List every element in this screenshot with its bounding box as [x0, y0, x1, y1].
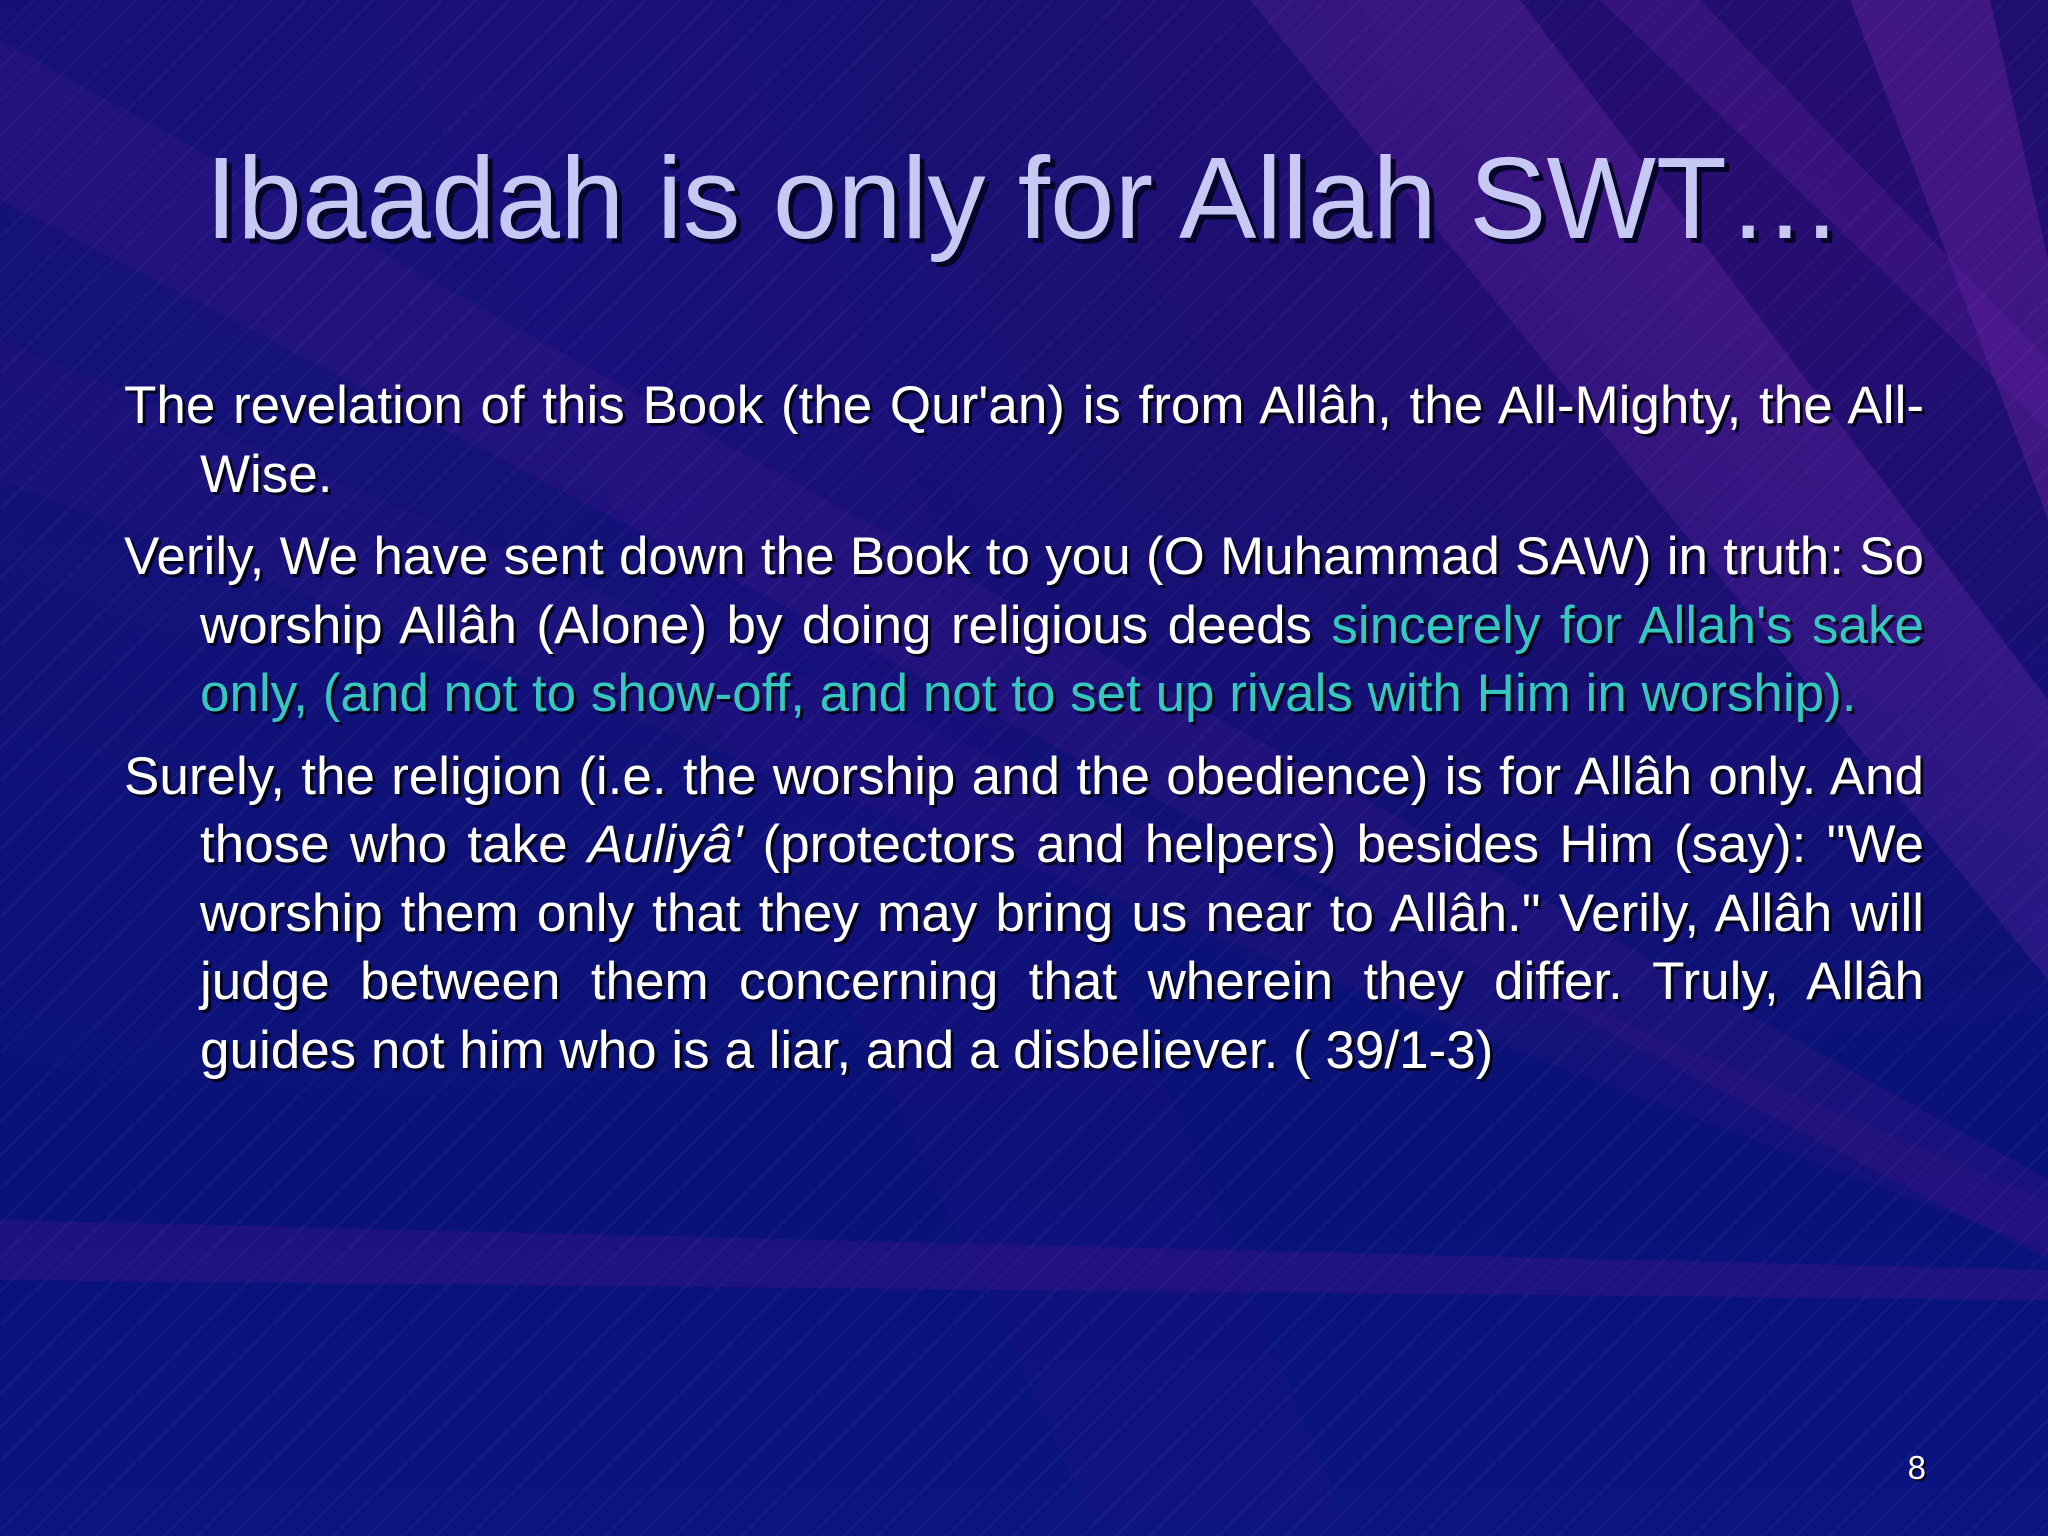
paragraph-revelation [124, 372, 1924, 509]
paragraph-text: The revelation of this Book (the Qur'an) is from Allâh, the All-Mighty, the All-Wise. [124, 376, 1924, 504]
page-number: 8 [1907, 1449, 1926, 1486]
slide-body [124, 372, 1924, 1099]
paragraph-text: Verily, We have sent down the Book to you (O Muhammad SAW) in truth: So worship Allâh (Alone) by doing religious deeds [124, 527, 1924, 655]
italic-term: Auliyâ' [587, 815, 743, 874]
paragraph-religion [124, 743, 1924, 1086]
paragraph-worship [124, 523, 1924, 729]
slide-title: Ibaadah is only for Allah SWT… [205, 133, 1843, 263]
paragraph-text: (protectors and helpers) besides Him (say): "We worship them only that they may bring us near to Allâh." Verily, Allâh will judge between them concerning that wherein they differ. Truly, Allâh guides not him who is a liar, and a disbeliever. ( 39/1-3) [200, 815, 1924, 1080]
paragraph-text: Surely, the religion (i.e. the worship and the obedience) is for Allâh only. And those who take [124, 746, 1924, 874]
highlighted-text: sincerely for Allah's sake only, (and not to show-off, and not to set up rivals with Him in worship). [200, 595, 1925, 723]
